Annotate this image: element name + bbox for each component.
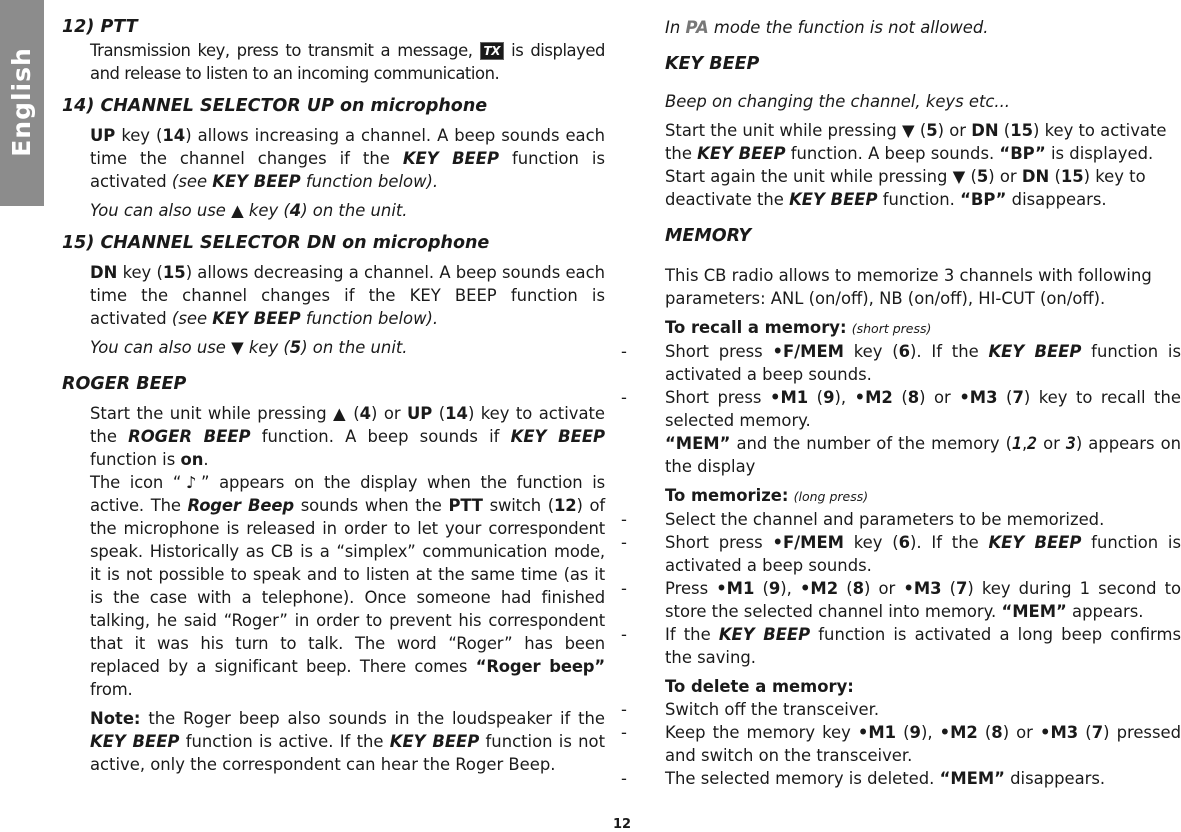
list-item: - Keep the memory key •M1 (9), •M2 (8) or •M3 (7) pressed and switch on the transceiver. (665, 721, 1181, 767)
memory-digit: 2 (1027, 434, 1038, 453)
roger-beep-heading: ROGER BEEP (62, 374, 187, 394)
channel-dn-text: DN key (15) allows decreasing a channel. A beep sounds each time the channel changes if the KEY BEEP function is activated (see KEY BEEP function below). (90, 263, 605, 328)
key-beep-subtitle: Beep on changing the channel, keys etc... (665, 92, 1011, 111)
pa-mode-note: In PA mode the function is not allowed. (665, 18, 989, 37)
list-item: - Short press •F/MEM key (6). If the KEY BEEP function is activated a beep sounds. (665, 531, 1181, 577)
roger-beep-note: Note: the Roger beep also sounds in the loudspeaker if the KEY BEEP function is active. If the KEY BEEP function is not active, only the correspondent can hear the Roger Beep. (90, 709, 605, 774)
page-number: 12 (612, 817, 632, 832)
channel-dn-heading: 15) CHANNEL SELECTOR DN on microphone (62, 233, 490, 253)
list-item: - Switch off the transceiver. (665, 698, 1181, 721)
memory-intro: This CB radio allows to memorize 3 channels with following parameters: ANL (on/off), NB (on/off), HI-CUT (on/off). (665, 266, 1152, 308)
key-beep-heading: KEY BEEP (665, 54, 760, 74)
channel-dn-alt: You can also use ▼ key (5) on the unit. (90, 338, 408, 357)
ptt-heading: 12) PTT (62, 17, 138, 37)
tx-icon: TX (480, 42, 505, 60)
delete-steps (665, 698, 1181, 790)
ptt-text: Transmission key, press to transmit a message, TX is displayed and release to listen to an incoming communication. (90, 41, 605, 83)
list-item: - Short press •M1 (9), •M2 (8) or •M3 (7) key to recall the selected memory. “MEM” and the number of the memory (1,2 or 3) appears on the display (665, 386, 1181, 478)
memory-heading: MEMORY (665, 226, 752, 246)
recall-steps (665, 340, 1181, 478)
note-icon: ♪ (181, 473, 201, 492)
list-item: - If the KEY BEEP function is activated a long beep confirms the saving. (665, 623, 1181, 669)
channel-up-heading: 14) CHANNEL SELECTOR UP on microphone (62, 96, 488, 116)
left-column (62, 16, 605, 776)
language-tab-label: English (7, 47, 36, 157)
roger-beep-description: The icon “♪” appears on the display when the function is active. The Roger Beep sounds when the PTT switch (12) of the microphone is released in order to let your correspondent speak. Historically as CB is a “simplex” communication mode, it is not possible to speak and to listen at the same time (as it is the case with a telephone). Once someone had finished talking, he said “Roger” in order to prevent his correspondent that it was his turn to talk. The word “Roger” has been replaced by a significant beep. There comes “Roger beep” from. (90, 473, 606, 699)
roger-beep-activation: Start the unit while pressing ▲ (4) or UP (14) key to activate the ROGER BEEP function. A beep sounds if KEY BEEP function is on. (90, 404, 606, 469)
list-item: - Press •M1 (9), •M2 (8) or •M3 (7) key during 1 second to store the selected channel into memory. “MEM” appears. (665, 577, 1181, 623)
memory-digit: 1 (1012, 434, 1022, 453)
list-item: - Select the channel and parameters to be memorized. (665, 508, 1181, 531)
key-beep-deactivate: Start again the unit while pressing ▼ (5) or DN (15) key to deactivate the KEY BEEP function. “BP” disappears. (665, 167, 1146, 209)
right-column (665, 16, 1181, 790)
channel-up-alt: You can also use ▲ key (4) on the unit. (90, 201, 408, 220)
memorize-steps (665, 508, 1181, 669)
memorize-label: To memorize: (long press) (665, 486, 869, 505)
recall-memory-label: To recall a memory: (short press) (665, 318, 932, 337)
delete-memory-label: To delete a memory: (665, 677, 854, 696)
memory-digit: 3 (1065, 434, 1076, 453)
channel-up-text: UP key (14) allows increasing a channel. A beep sounds each time the channel changes if the KEY BEEP function is activated (see KEY BEEP function below). (90, 126, 606, 191)
list-item: - The selected memory is deleted. “MEM” disappears. (665, 767, 1181, 790)
language-tab (0, 0, 44, 206)
key-beep-activate: Start the unit while pressing ▼ (5) or DN (15) key to activate the KEY BEEP function. A beep sounds. “BP” is displayed. (665, 121, 1167, 163)
list-item: - Short press •F/MEM key (6). If the KEY BEEP function is activated a beep sounds. (665, 340, 1181, 386)
